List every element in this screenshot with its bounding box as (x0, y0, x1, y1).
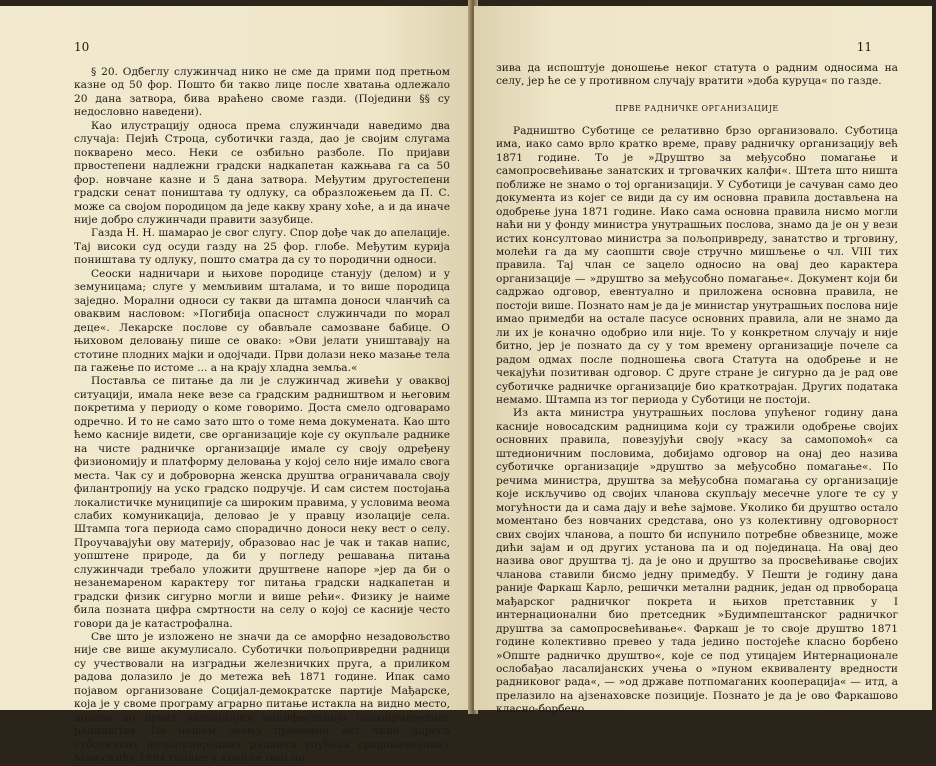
paragraph: Из акта министра унутрашњих послова упућеног годину дана касније новосадским радницима који су тражили одобрење својих основних правила, повезујући своју »касу за самопомоћ« са штедионичним пословима, добијамо одговор на онај део назива суботичке организације »друштво за међусобно помагање«. По речима министра, друштва за међусобна помагања су организације које искључиво од својих чланова скупљају месечне улоге те су у могућности да и сама дају и веће зајмове. Уколико би друштво остало моментано без новчаних средстава, оно уз колективну одговорност свих својих чланова, а пошто би испунило потребне обвезнице, може дићи зајам и од других установа па и од појединаца. На овај део назива овог друштва тј. да је оно и друштво за просвећивање својих чланова ставили бисмо једну примедбу. У Пешти је годину дана раније Фаркаш Карло, решички метални радник, један од првобораца мађарског радничког покрета и њихов претставник у I интернационални био претседник »Будимпештанског радничког друштва за самопросвећивање«. Фаркаш је то своје друштво 1871 године колективно превео у тада једино постојеће класно борбено »Опште радничко друштво«, које се под утицајем Интернационале ослобађао ласалијанских учења о »пуном еквиваленту вредности радниковог рада«, — »од државе потпомаганих кооперација« — итд, а прелазило на ајзенаховске позиције. Познато је да је ово Фаркашово класно-борбено (496, 407, 898, 716)
paragraph: Све што је изложено не значи да се аморфно незадовољство није све више акумулисало. Суботички пољопривредни радници су учествовали на изградњи железничких пруга, а приликом радова долазило је до метежа већ 1871 године. Ипак само појавом организоване Социјал-демократске партије Мађарске, која је у своме програму аграрно питање истакла на видно место, долази до првих значајнијих манифестација пољопривредног радништва. По нашем знању прекомни акт чини адреса суботичких пољопривредних радника упућена градоначелнику Мамужићу 1894 године у којој се овај по- (74, 631, 450, 765)
paragraph: зива да испоштује доношење неког статута о радним односима на селу, јер ће се у противном случају вратити »доба куруца« по газде. (496, 62, 898, 88)
left-page-text (74, 66, 450, 766)
paragraph: Радништво Суботице се релативно брзо организовало. Суботица има, иако само врло кратко време, праву радничку организацију већ 1871 године. То је »Друштво за међусобно помагање и самопросвећивање занатских и трговачких калфи«. Штета што ништа поближе не знамо о тој организацији. У Суботици је сачуван само део документа из којег се види да су им основна правила достављена на одобрење јуна 1871 године. Иако сама основна правила нисмо могли наћи ни у фонду министра унутрашњих послова, знамо да је он у вези истих консултовао министра за пољопривреду, занатство и трговину, молећи га да му саопшти своје стручно мишљење о чл. VIII тих правила. Тај члан се зацело односио на овај део карактера организације — »друштво за међусобно помагање«. Документ који би садржао одговор, евентуално и приложена основна правила, не постоји више. Познато нам је да је министар унутрашњих послова није имао примедби на остале пасусе основних правила, али не знамо да ли их је коначно одобрио или није. То у конкретном случају и није битно, јер је познато да су у том времену организације почеле са радом одмах после подношења свога Статута на одобрење и не чекајући позитиван одговор. С друге стране је сигурно да је рад ове суботичке радничке организације био краткотрајан. Других података немамо. Штампа из тог периода у Суботици не постоји. (496, 124, 898, 406)
paragraph: Као илустрацију односа према служинчади наведимо два случаја: Пејић Строца, суботички газда, дао је својим слугама покварено месо. Неки се озбиљно разболе. По пријави првостепени надлежни градски надкапетан кажњава га са 50 фор. новчане казне и 5 дана затвора. Међутим другостепени градски сенат поништава ту одлуку, са образложењем да П. С. може са својом породицом да једе какву храну хоће, а и да иначе није добро служинчади правити зазубице. (74, 119, 450, 226)
right-page-text (496, 62, 898, 717)
paragraph: Постављa се питање да ли је служинчад живећи у оваквој ситуацији, имала неке везе са градским радништвом и његовим покретима у периоду о коме говоримо. Доста смело одговарамо одречно. И то не само зато што о томе нема докумената. Као што ћемо касније видети, све организације које су окупљале раднике на чисте радничке организације имале су своју одређену физиономију и платформу деловања у којој село није имало свога места. Чак су и доброворна женска друштва ограничавала своју филантропију на уско градско подручје. И сам систем постојања локалистичке муниципије са широким правима, у условима веома слабих комуникација, деловао је у правцу изолације села. Штампа тога периода само спорадично доноси неку вест о селу. Проучавајући ову материју, образовао нас је чак и такав напис, уопштене природе, да би у погледу решавања питања служинчади требало уложити друштвене напоре »јер да би о незанемареном карактеру тог питања градски надкапетан и градски физик сигурно могли и више рећи«. Физику је наиме била позната цифра смртности на селу о којој се касније често говори да је катастрофална. (74, 375, 450, 630)
paragraph: Сеоски надничари и њихове породице станују (делом) и у земуницама; слуге у мемљивим шталама, и то више породица заједно. Морални односи су такви да штампа доноси чланчић са оваквим насловом: »Погибија опасност служинчади по морал деце«. Лекарске послове су обављале самозване бабице. О њиховом деловању пише се овако: »Ови јелати уништавају на стотине плодних мајки и одојчади. Први долази неко мазање тела па гажење по истоме ... а на крају хладна земља.« (74, 267, 450, 374)
left-page (0, 6, 472, 765)
page-number-right: 11 (856, 40, 872, 54)
paragraph: § 20. Одбеглу служинчад нико не сме да прими под претњом казне од 50 фор. Пошто би такво лице после хватања одлежало 20 дана затвора, бива враћено своме газди. (Поједини §§ су недословно наведени). (74, 66, 450, 119)
right-page (474, 6, 932, 716)
section-heading: ПРВЕ РАДНИЧКЕ ОРГАНИЗАЦИЈЕ (615, 103, 779, 113)
page-number-left: 10 (74, 40, 90, 54)
paragraph: Газда Н. Н. шамарао је свог слугу. Спор дође чак до апелације. Тај високи суд осуди газду на 25 фор. глобе. Међутим курија поништава ту одлуку, пошто сматра да су то породични односи. (74, 227, 450, 267)
